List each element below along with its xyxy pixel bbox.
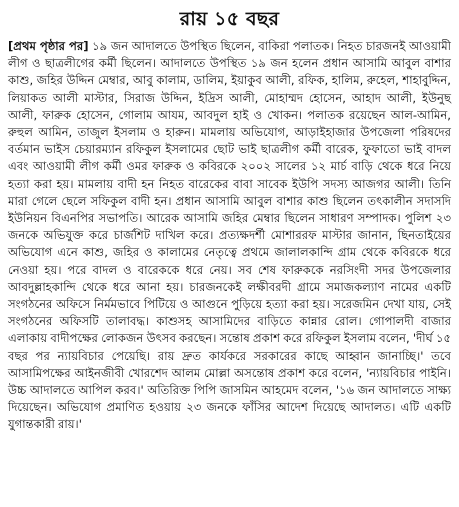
article-body <box>8 38 451 434</box>
continuation-label: [প্রথম পৃষ্ঠার পর] <box>8 39 89 53</box>
article-text: ১৯ জন আদালতে উপস্থিত ছিলেন, বাকিরা পলাতক। নিহত চারজনই আওয়ামী লীগ ও ছাত্রলীগের কর্মী ছিলেন। আদালতে উপস্থিত ১৯ জন হলেন প্রধান আসামি আবুল বাশার কাশু, জহির উদ্দিন মেম্বার, আবু কালাম, ডালিম, ইয়াকুব আলী, রফিক, হালিম, রুহেল, শাহাবুদ্দিন, লিয়াকত আলী মাস্টার, সিরাজ উদ্দিন, ইদ্রিস আলী, মোহাম্মদ হোসেন, আহাদ আলী, ইউনুছ আলী, ফারুক হোসেন, গোলাম আযম, আবদুল হাই ও খোকন। পলাতক রয়েছেন আল-আমিন, রুহুল আমিন, তাজুল ইসলাম ও হারুন। মামলায় অভিযোগ, আড়াইহাজার উপজেলা পরিষদের বর্তমান ভাইস চেয়ারম্যান রফিকুল ইসলামের ছোট ভাই ছাত্রলীগ কর্মী বারেক, ফুফাতো ভাই বাদল এবং আওয়ামী লীগ কর্মী ওমর ফারুক ও কবিরকে ২০০২ সালের ১২ মার্চ বাড়ি থেকে ধরে নিয়ে হত্যা করা হয়। মামলায় বাদী হন নিহত বারেকের বাবা সাবেক ইউপি সদস্য আজগর আলী। তিনি মারা গেলে ছেলে সফিকুল বাদী হন। প্রধান আসামি আবুল বাশার কাশু ছিলেন তৎকালীন সদাসদি ইউনিয়ন বিএনপির সভাপতি। আরেক আসামি জহির মেম্বার ছিলেন সাধারণ সম্পাদক। পুলিশ ২৩ জনকে অভিযুক্ত করে চার্জশিট দাখিল করে। প্রত্যক্ষদর্শী মোশাররফ মাস্টার জানান, ছিনতাইয়ের অভিযোগ এনে কাশু, জহির ও কালামের নেতৃত্বে প্রথমে জালালকান্দি গ্রাম থেকে কবিরকে ধরে নেওয়া হয়। পরে বাদল ও বারেককে ধরে নেয়। সব শেষ ফারুককে নরসিংদী সদর উপজেলার আবদুল্লাহকান্দি থেকে ধরে আনা হয়। চারজনকেই লক্ষীবরদী গ্রামে সমাজকল্যাণ নামের একটি সংগঠনের অফিসে নির্মমভাবে পিটিয়ে ও আগুনে পুড়িয়ে হত্যা করা হয়। সরেজমিন দেখা যায়, সেই সংগঠনের অফিসটি তালাবদ্ধ। কাশুসহ আসামিদের বাড়িতে কান্নার রোল। গোপালদী বাজার এলাকায় বাদীপক্ষের লোকজন উৎসব করছেন। সন্তোষ প্রকাশ করে রফিকুল ইসলাম বলেন, 'দীর্ঘ ১৫ বছর পর ন্যায়বিচার পেয়েছি। রায় দ্রুত কার্যকরে সরকারের কাছে আহ্বান জানাচ্ছি।' তবে আসামিপক্ষের আইনজীবী খোরশেদ আলম মোল্লা অসন্তোষ প্রকাশ করে বলেন, 'ন্যায়বিচার পাইনি। উচ্চ আদালতে আপিল করব।' অতিরিক্ত পিপি জাসমিন আহমেদ বলেন, '১৬ জন আদালতে সাক্ষ্য দিয়েছেন। অভিযোগ প্রমাণিত হওয়ায় ২৩ জনকে ফাঁসির আদেশ দিয়েছে আদালত। এটি একটি যুগান্তকারী রায়।' <box>8 39 451 432</box>
article-headline: রায় ১৫ বছর <box>179 8 280 30</box>
